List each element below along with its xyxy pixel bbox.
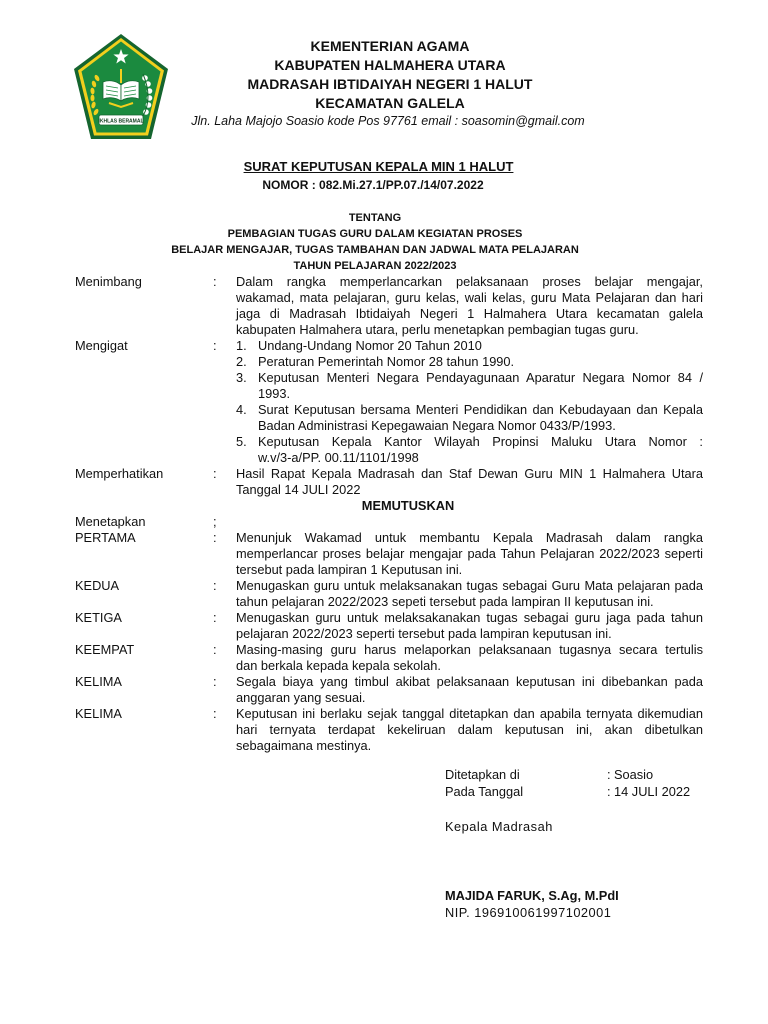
document-number: NOMOR : 082.Mi.27.1/PP.07./14/07.2022 (262, 178, 484, 192)
list-number: 5. (236, 434, 247, 449)
date-separator: : (607, 784, 611, 799)
menetapkan-row (0, 514, 768, 530)
district-name: KECAMATAN GALELA (315, 95, 465, 111)
decision-item-pertama (0, 530, 768, 578)
text-line: anggaran yang sesuai. (236, 690, 366, 705)
text-line: Hasil Rapat Kepala Madrasah dan Staf Dewan Guru MIN 1 Halmahera Utara (236, 466, 703, 481)
document-title-text: SURAT KEPUTUSAN KEPALA MIN 1 HALUT (243, 159, 514, 174)
row-separator: : (213, 274, 217, 289)
row-separator: : (213, 706, 217, 721)
place-value: Soasio (614, 767, 654, 782)
signer-nip: NIP. 196910061997102001 (445, 905, 612, 920)
list-item (236, 434, 703, 466)
memperhatikan-row (0, 466, 768, 498)
document-title (0, 158, 757, 176)
list-item (236, 370, 703, 402)
text-line: tersebut pada lampiran 1 Keputusan ini. (236, 562, 463, 577)
text-line: wakamad, mata pelajaran, guru kelas, wali kelas, guru Mata Pelajaran dan hari (236, 290, 703, 305)
subject-line: TENTANG (348, 212, 402, 224)
decision-item-kelima-2 (0, 706, 768, 754)
row-label: PERTAMA (75, 530, 136, 545)
row-label: KELIMA (75, 674, 122, 689)
row-label: KEDUA (75, 578, 120, 593)
row-label: Menetapkan (75, 514, 146, 529)
text-line: Badan Administrasi Kepegawaian Negara Nomor 0433/P/1993. (258, 418, 616, 433)
row-separator: ; (213, 514, 217, 529)
mengingat-row (0, 338, 768, 466)
text-line: Keputusan Kepala Kantor Wilayah Propinsi Maluku Utara Nomor : (258, 434, 703, 449)
list-item (236, 338, 703, 354)
text-line: dan berkala kepada kepala sekolah. (236, 658, 441, 673)
row-label: Mengigat (75, 338, 128, 353)
document-subject (0, 210, 750, 274)
decision-item-ketiga (0, 610, 768, 642)
text-line: tahun pelajaran 2022/2023 sepeti tersebut pada lampiran II keputusan ini. (236, 594, 654, 609)
text-line: Peraturan Pemerintah Nomor 28 tahun 1990. (258, 354, 515, 369)
list-number: 1. (236, 338, 247, 353)
text-line: w.v/3-a/PP. 00.11/1101/1998 (258, 450, 419, 465)
row-separator: : (213, 642, 217, 657)
list-number: 2. (236, 354, 247, 369)
text-line: Tanggal 14 JULI 2022 (236, 482, 361, 497)
logo-motto: IKHLAS BERAMAL (98, 118, 144, 125)
text-line: Keputusan Menteri Negara Pendayagunaan Aparatur Negara Nomor 84 / (258, 370, 703, 385)
row-separator: : (213, 338, 217, 353)
subject-line: TAHUN PELAJARAN 2022/2023 (293, 260, 457, 272)
text-line: kabupaten Halmahera utara, perlu menetapkan pembagian tugas guru. (236, 322, 639, 337)
decision-item-keempat (0, 642, 768, 674)
signer-position: Kepala Madrasah (445, 819, 553, 834)
text-line: Menugaskan guru untuk melaksakanakan tugas sebagai guru jaga pada tahun (236, 610, 703, 625)
text-line: 1993. (258, 386, 291, 401)
text-line: Segala biaya yang timbul akibat pelaksanaan keputusan ini dibebankan pada (236, 674, 703, 689)
decision-heading: MEMUTUSKAN (361, 498, 455, 513)
text-line: Surat Keputusan bersama Menteri Pendidikan dan Kebudayaan dan Kepala (258, 402, 703, 417)
text-line: Keputusan ini berlaku sejak tanggal ditetapkan dan apabila ternyata dikemudian (236, 706, 703, 721)
text-line: jaga di Madrasah Ibtidaiyah Negeri 1 Halmahera Utara kecamatan galela (236, 306, 703, 321)
list-item (236, 354, 703, 370)
list-number: 3. (236, 370, 247, 385)
row-label: KEEMPAT (75, 642, 135, 657)
decision-item-kedua (0, 578, 768, 610)
signer-name: MAJIDA FARUK, S.Ag, M.PdI (445, 888, 619, 903)
text-line: Dalam rangka memperlancarkan pelaksanaan proses belajar mengajar, (236, 274, 703, 289)
text-line: sebagaimana mestinya. (236, 738, 372, 753)
row-separator: : (213, 466, 217, 481)
date-label: Pada Tanggal (445, 784, 524, 799)
menimbang-row (0, 274, 768, 338)
row-separator: : (213, 578, 217, 593)
text-line: pelajaran 2022/2023 seperti tersebut pada lampiran keputusan ini. (236, 626, 612, 641)
text-line: memperlancar proses belajar mengajar pada Tahun Pelajaran 2022/2023 seperti (236, 546, 703, 561)
ministry-name: KEMENTERIAN AGAMA (310, 38, 470, 54)
list-number: 4. (236, 402, 247, 417)
text-line: Undang-Undang Nomor 20 Tahun 2010 (258, 338, 482, 353)
row-separator: : (213, 674, 217, 689)
row-label: Menimbang (75, 274, 142, 289)
row-label: Memperhatikan (75, 466, 164, 481)
list-item (236, 402, 703, 434)
row-separator: : (213, 530, 217, 545)
place-separator: : (607, 767, 611, 782)
row-label: KETIGA (75, 610, 122, 625)
school-address: Jln. Laha Majojo Soasio kode Pos 97761 email : soasomin@gmail.com (191, 114, 585, 128)
text-line: Menunjuk Wakamad untuk membantu Kepala Madrasah dalam rangka (236, 530, 703, 545)
document-body (0, 274, 768, 754)
text-line: hari ternyata terdapat kekeliruan dalam keputusan ini, akan dibetulkan (236, 722, 703, 737)
date-value: 14 JULI 2022 (614, 784, 691, 799)
decision-item-kelima (0, 674, 768, 706)
subject-line: PEMBAGIAN TUGAS GURU DALAM KEGIATAN PROSES (227, 228, 523, 240)
text-line: Masing-masing guru harus melaporkan pelaksanaan tugasnya secara tertulis (236, 642, 703, 657)
school-name: MADRASAH IBTIDAIYAH NEGERI 1 HALUT (247, 76, 533, 92)
row-separator: : (213, 610, 217, 625)
subject-line: BELAJAR MENGAJAR, TUGAS TAMBAHAN DAN JADWAL MATA PELAJARAN (171, 244, 579, 256)
place-label: Ditetapkan di (445, 767, 520, 782)
row-label: KELIMA (75, 706, 122, 721)
text-line: Menugaskan guru untuk melaksanakan tugas sebagai Guru Mata pelajaran pada (236, 578, 703, 593)
regency-name: KABUPATEN HALMAHERA UTARA (274, 57, 506, 73)
letterhead (12, 37, 768, 113)
